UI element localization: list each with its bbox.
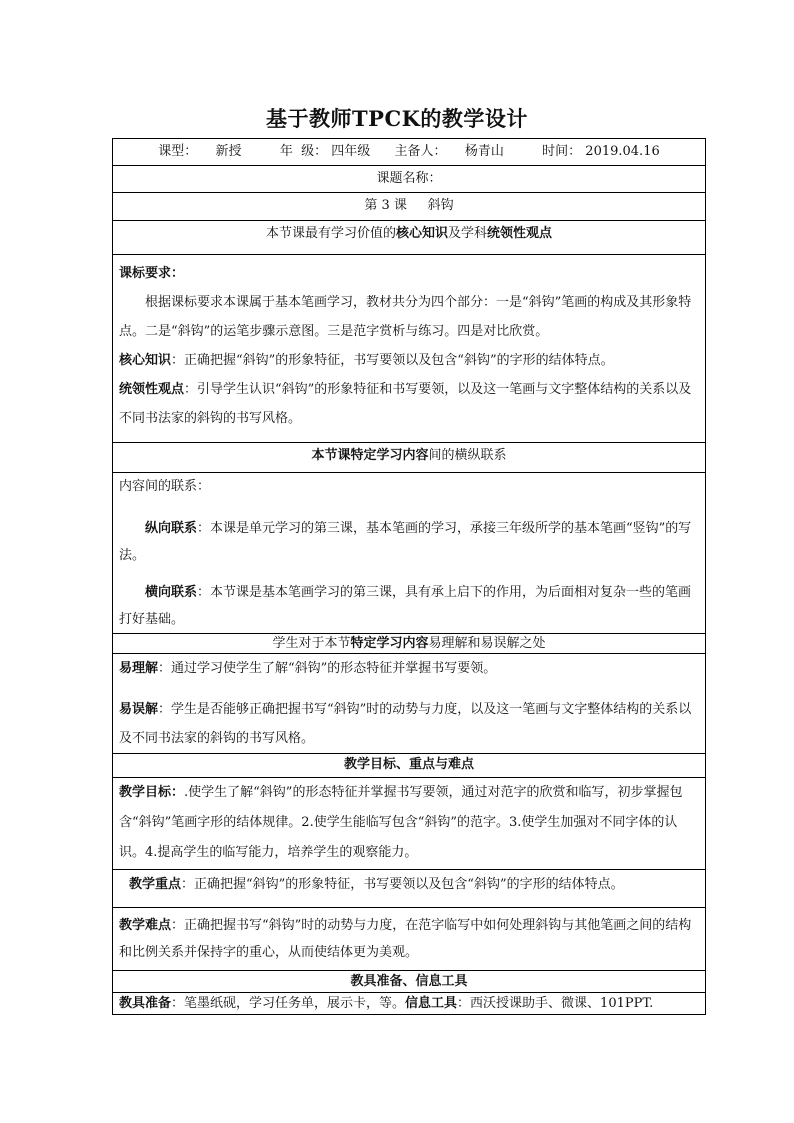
time-label: 时间： (542, 144, 582, 159)
easy-understand: 易理解：通过学习使学生了解“斜钩”的形态特征并掌握书写要领。 (119, 661, 497, 676)
curriculum-standard-label: 课标要求： (119, 266, 185, 281)
type-label: 课型： (158, 144, 198, 159)
leading-viewpoint: 统领性观点：引导学生认识“斜钩”的形象特征和书写要领，以及这一笔画与文字整体结构的关系以及不同书法家的斜钩的书写风格。 (119, 382, 692, 426)
grade-label: 年 级： (279, 144, 328, 159)
relations-intro: 内容间的联系： (119, 479, 211, 494)
easy-misunderstand: 易误解：学生是否能够正确把握书写“斜钩”时的动势与力度，以及这一笔画与文字整体结构的关系以及不同书法家的斜钩的书写风格。 (119, 702, 692, 746)
curriculum-standard-text: 根据课标要求本课属于基本笔画学习，教材共分为四个部分：一是“斜钩”笔画的构成及其形象特点。二是“斜钩”的运笔步骤示意图。三是范字赏析与练习。四是对比欣赏。 (119, 295, 692, 339)
tools-row: 教具准备：笔墨纸砚，学习任务单，展示卡，等。信息工具：西沃授课助手、微课、101PPT. (113, 993, 706, 1015)
section-heading-understanding: 学生对于本节特定学习内容易理解和易误解之处 (113, 634, 706, 654)
core-knowledge-cell (113, 255, 706, 443)
relations-cell (113, 473, 706, 634)
lesson-name-label: 课题名称： (113, 166, 706, 193)
section-heading-tools: 教具准备、信息工具 (113, 971, 706, 993)
teaching-difficulty: 教学难点：正确把握书写“斜钩”时的动势与力度，在范字临写中如何处理斜钩与其他笔画之间的结构和比例关系并保持字的重心，从而使结体更为美观。 (113, 908, 706, 971)
teaching-goals: 教学目标：.使学生了解“斜钩”的形态特征并掌握书写要领，通过对范字的欣赏和临写，初步掌握包含“斜钩”笔画字形的结体规律。2.使学生能临写包含“斜钩”的范字。3.使学生加强对不同字体的认识。4.提高学生的临写能力，培养学生的观察能力。 (113, 778, 706, 870)
section-heading-core: 本节课最有学习价值的核心知识及学科统领性观点 (113, 221, 706, 255)
type-value: 新授 (215, 144, 242, 159)
teaching-key-point: 教学重点：正确把握“斜钩”的形象特征，书写要领以及包含“斜钩”的字形的结体特点。 (113, 870, 706, 908)
section-heading-goals: 教学目标、重点与难点 (113, 754, 706, 778)
vertical-relation: 纵向联系：本课是单元学习的第三课，基本笔画的学习，承接三年级所学的基本笔画“竖钩”的写法。 (119, 521, 692, 563)
lesson-title: 第 3 课 斜钩 (113, 193, 706, 221)
grade-value: 四年级 (331, 144, 371, 159)
understanding-cell (113, 654, 706, 754)
meta-row (113, 139, 706, 166)
preparer-label: 主备人： (394, 144, 447, 159)
section-heading-relations: 本节课特定学习内容间的横纵联系 (113, 443, 706, 473)
time-value: 2019.04.16 (585, 144, 660, 159)
preparer-value: 杨青山 (464, 144, 504, 159)
core-knowledge: 核心知识：正确把握“斜钩”的形象特征，书写要领以及包含“斜钩”的字形的结体特点。 (119, 353, 614, 368)
horizontal-relation: 横向联系：本节课是基本笔画学习的第三课，具有承上启下的作用，为后面相对复杂一些的笔画打好基础。 (119, 585, 692, 627)
page-title: 基于教师TPCK的教学设计 (266, 106, 528, 131)
lesson-plan-table (112, 138, 706, 1015)
